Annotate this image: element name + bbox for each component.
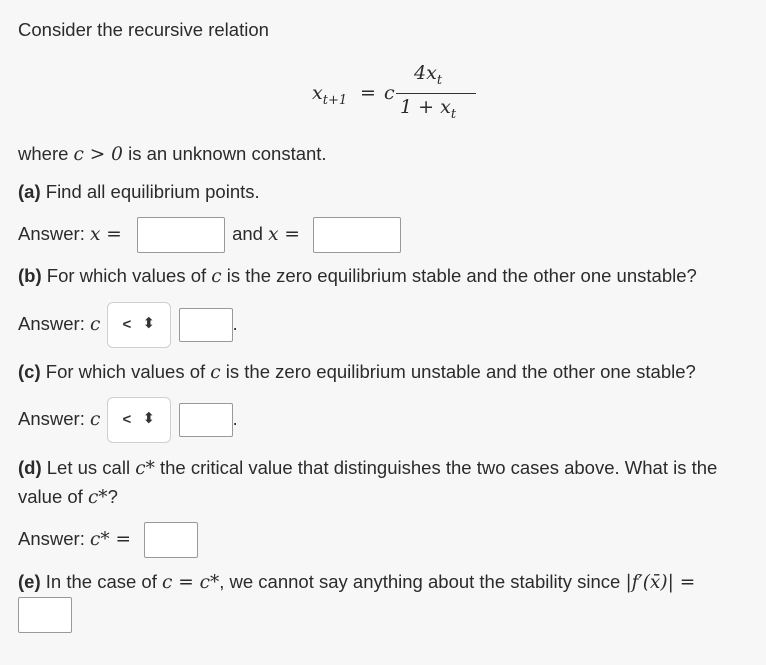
formula-coef: c — [384, 82, 395, 104]
formula-numerator: $4x_t$ — [414, 62, 443, 88]
formula-equals: = — [360, 82, 376, 104]
part-b-question: (b) For which values of c is the zero equilibrium stable and the other one unstable? — [18, 265, 697, 287]
fraction-bar — [396, 93, 476, 94]
condition-text: where c > 0 is an unknown constant. — [18, 143, 327, 165]
part-d-answer-row: Answer: c* = — [18, 522, 198, 558]
part-d-question-line2: value of c*? — [18, 486, 118, 508]
formula-lhs: $x_{t+1}$ — [312, 82, 348, 108]
critical-value-input[interactable] — [144, 522, 198, 558]
part-b-value-input[interactable] — [179, 308, 233, 342]
formula-denominator: $1 + x_t$ — [400, 96, 457, 122]
part-e-question: (e) In the case of c = c*, we cannot say anything about the stability since |f′(x̄)| = — [18, 571, 696, 593]
select-arrow-icon: ⬍ — [142, 315, 156, 332]
part-a-question: (a) Find all equilibrium points. — [18, 181, 260, 202]
intro-text: Consider the recursive relation — [18, 19, 269, 40]
recursive-formula — [312, 62, 472, 122]
equilibrium-input-1[interactable] — [137, 217, 225, 253]
part-c-answer-row: Answer: c < ⬍ . — [18, 397, 238, 443]
part-a-answer-row: Answer: x = and x = — [18, 217, 401, 253]
part-b-answer-row: Answer: c < ⬍ . — [18, 302, 238, 348]
equilibrium-input-2[interactable] — [313, 217, 401, 253]
part-b-comparison-select[interactable]: < ⬍ — [107, 302, 171, 348]
part-c-question: (c) For which values of c is the zero equilibrium unstable and the other one stable? — [18, 361, 696, 383]
part-c-value-input[interactable] — [179, 403, 233, 437]
part-c-comparison-select[interactable]: < ⬍ — [107, 397, 171, 443]
part-d-question-line1: (d) Let us call c* the critical value that distinguishes the two cases above. What is the — [18, 457, 718, 479]
select-arrow-icon: ⬍ — [142, 410, 156, 427]
part-e-answer-row — [18, 597, 72, 633]
derivative-value-input[interactable] — [18, 597, 72, 633]
